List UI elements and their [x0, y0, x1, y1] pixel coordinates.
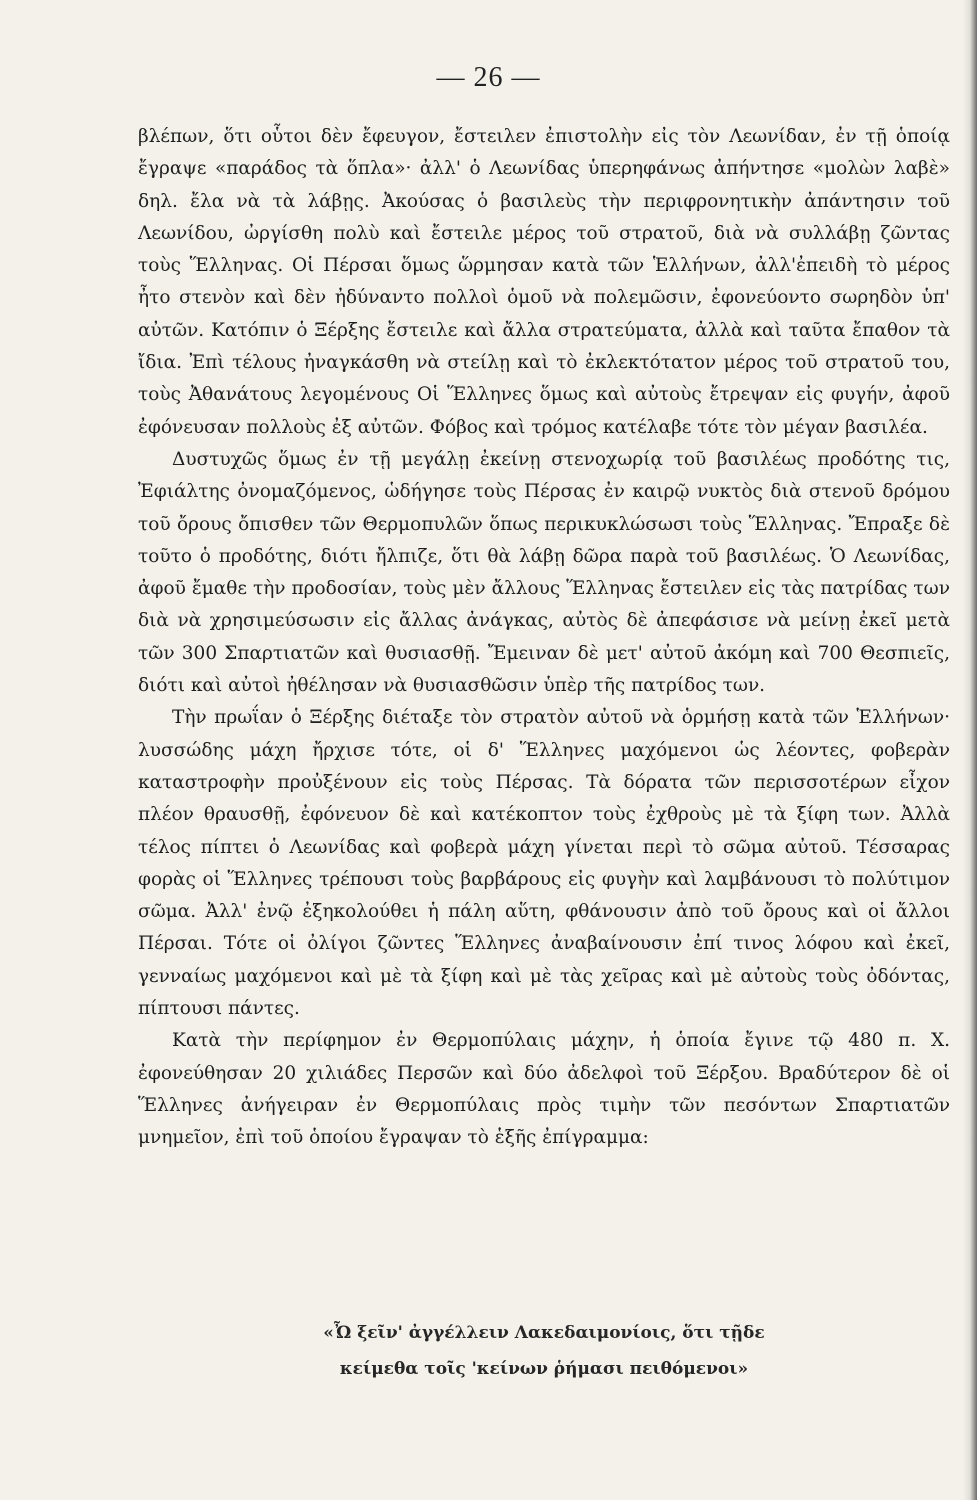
body-text: [138, 121, 950, 1155]
paragraph-monument: Κατὰ τὴν περίφημον ἐν Θερμοπύλαις μάχην, ἡ ὁποία ἔγινε τῷ 480 π. Χ. ἐφονεύθησαν 20 χιλιάδες Περσῶν καὶ δύο ἀδελφοὶ τοῦ Ξέρξου. Βραδύτερον δὲ οἱ Ἕλληνες ἀνήγειραν ἐν Θερμοπύλαις πρὸς τιμὴν τῶν πεσόντων Σπαρτιατῶν μνημεῖον, ἐπὶ τοῦ ὁποίου ἔγραψαν τὸ ἑξῆς ἐπίγραμμα:: [138, 1030, 950, 1149]
paragraph-traitor: Δυστυχῶς ὅμως ἐν τῇ μεγάλῃ ἐκείνῃ στενοχωρίᾳ τοῦ βασιλέως προδότης τις, Ἐφιάλτης ὀνομαζόμενος, ὡδήγησε τοὺς Πέρσας ἐν καιρῷ νυκτὸς διὰ στενοῦ δρόμου τοῦ ὄρους ὄπισθεν τῶν Θερμοπυλῶν ὅπως περικυκλώσωσι τοὺς Ἕλληνας. Ἔπραξε δὲ τοῦτο ὁ προδότης, διότι ἤλπιζε, ὅτι θὰ λάβῃ δῶρα παρὰ τοῦ βασιλέως. Ὁ Λεωνίδας, ἀφοῦ ἔμαθε τὴν προδοσίαν, τοὺς μὲν ἄλλους Ἕλληνας ἔστειλεν εἰς τὰς πατρίδας των διὰ νὰ χρησιμεύσωσιν εἰς ἄλλας ἀνάγκας, αὐτὸς δὲ ἀπεφάσισε νὰ μείνῃ ἐκεῖ μετὰ τῶν 300 Σπαρτιατῶν καὶ θυσιασθῇ. Ἔμειναν δὲ μετ' αὐτοῦ ἀκόμη καὶ 700 Θεσπιεῖς, διότι καὶ αὐτοὶ ἠθέλησαν νὰ θυσιασθῶσιν ὑπὲρ τῆς πατρίδος των.: [138, 448, 950, 697]
page-number: — 26 —: [436, 62, 541, 93]
epigram-line-1: «Ὦ ξεῖν' ἀγγέλλειν Λακεδαιμονίοις, ὅτι τῇδε: [323, 1323, 765, 1343]
page-edge-shadow: [963, 0, 977, 1500]
paragraph-continuation: βλέπων, ὅτι οὗτοι δὲν ἔφευγον, ἔστειλεν ἐπιστολὴν εἰς τὸν Λεωνίδαν, ἐν τῇ ὁποίᾳ ἔγραψε «παράδος τὰ ὅπλα»· ἀλλ' ὁ Λεωνίδας ὑπερηφάνως ἀπήντησε «μολὼν λαβὲ» δηλ. ἔλα νὰ τὰ λάβῃς. Ἀκούσας ὁ βασιλεὺς τὴν περιφρονητικὴν ἀπάντησιν τοῦ Λεωνίδου, ὠργίσθη πολὺ καὶ ἔστειλε μέρος τοῦ στρατοῦ, διὰ νὰ συλλάβῃ ζῶντας τοὺς Ἕλληνας. Οἱ Πέρσαι ὅμως ὥρμησαν κατὰ τῶν Ἑλλήνων, ἀλλ'ἐπειδὴ τὸ μέρος ἦτο στενὸν καὶ δὲν ἠδύναντο πολλοὶ ὁμοῦ νὰ πολεμῶσιν, ἐφονεύοντο σωρηδὸν ὑπ' αὐτῶν. Κατόπιν ὁ Ξέρξης ἔστειλε καὶ ἄλλα στρατεύματα, ἀλλὰ καὶ ταῦτα ἔπαθον τὰ ἴδια. Ἐπὶ τέλους ἠναγκάσθη νὰ στείλῃ καὶ τὸ ἐκλεκτότατον μέρος τοῦ στρατοῦ του, τοὺς Ἀθανάτους λεγομένους Οἱ Ἕλληνες ὅμως καὶ αὐτοὺς ἔτρεψαν εἰς φυγήν, ἀφοῦ ἐφόνευσαν πολλοὺς ἐξ αὐτῶν. Φόβος καὶ τρόμος κατέλαβε τότε τὸν μέγαν βασιλέα.: [138, 126, 950, 438]
paragraph-battle: Τὴν πρωΐαν ὁ Ξέρξης διέταξε τὸν στρατὸν αὐτοῦ νὰ ὁρμήσῃ κατὰ τῶν Ἑλλήνων· λυσσώδης μάχη ἤρχισε τότε, οἱ δ' Ἕλληνες μαχόμενοι ὡς λέοντες, φοβερὰν καταστροφὴν προὐξένουν εἰς τοὺς Πέρσας. Τὰ δόρατα τῶν περισσοτέρων εἶχον πλέον θραυσθῇ, ἐφόνευον δὲ καὶ κατέκοπτον τοὺς ἐχθροὺς μὲ τὰ ξίφη των. Ἀλλὰ τέλος πίπτει ὁ Λεωνίδας καὶ φοβερὰ μάχη γίνεται περὶ τὸ σῶμα αὐτοῦ. Τέσσαρας φορὰς οἱ Ἕλληνες τρέπουσι τοὺς βαρβάρους εἰς φυγὴν καὶ λαμβάνουσι τὸ πολύτιμον σῶμα. Ἀλλ' ἐνῷ ἐξηκολούθει ἡ πάλη αὕτη, φθάνουσιν ἀπὸ τοῦ ὄρους καὶ οἱ ἄλλοι Πέρσαι. Τότε οἱ ὀλίγοι ζῶντες Ἕλληνες ἀναβαίνουσιν ἐπί τινος λόφου καὶ ἐκεῖ, γενναίως μαχόμενοι καὶ μὲ τὰ ξίφη καὶ μὲ τὰς χεῖρας καὶ μὲ αὐτοὺς τοὺς ὀδόντας, πίπτουσι πάντες.: [138, 707, 950, 1020]
epigram-line-2: κείμεθα τοῖς 'κείνων ῥήμασι πειθόμενοι»: [339, 1359, 749, 1379]
epigram: [138, 1315, 950, 1387]
